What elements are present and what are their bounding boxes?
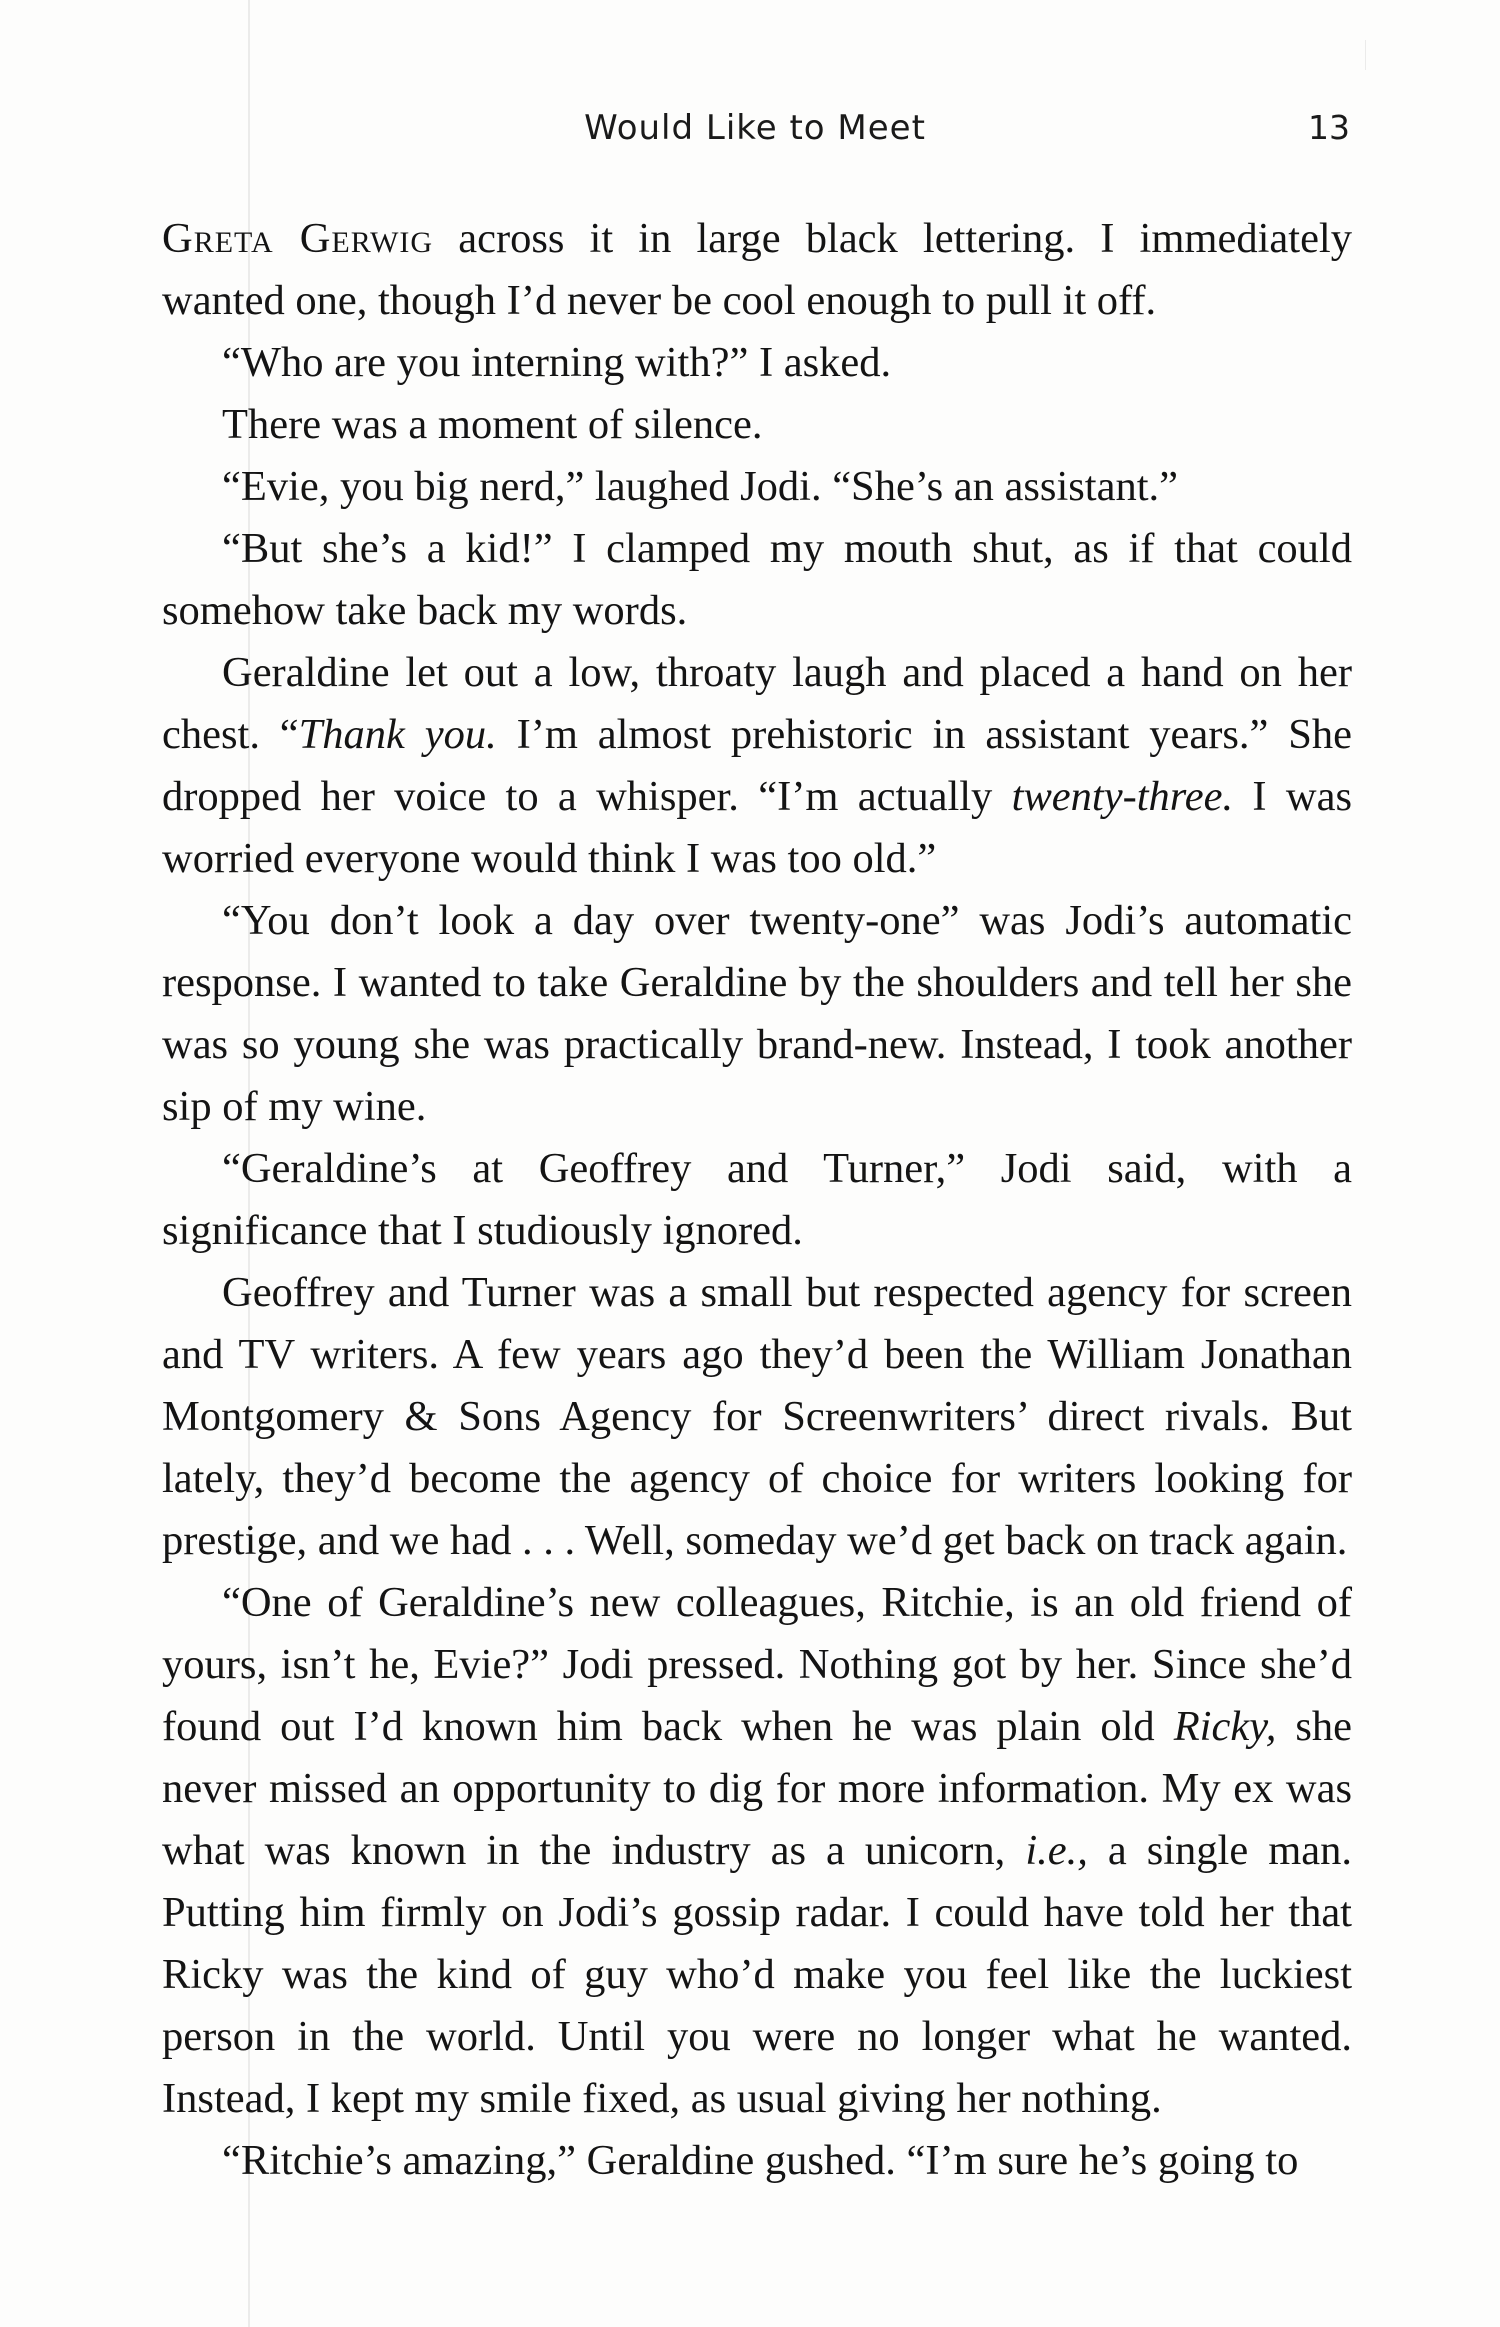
scan-artifact-line [1365,40,1366,70]
paragraph: “But she’s a kid!” I clamped my mouth shut, as if that could somehow take back my words. [162,525,1352,634]
paragraph-text: across it in large black lettering. I immediately wanted one, though I’d never be cool enough to pull it off. [162,215,1352,324]
paragraph [162,642,1352,890]
paragraph: “Who are you interning with?” I asked. [222,339,892,386]
text-run: she never missed an opportunity to dig for more information. My ex was what was known in the industry as a unicorn, [162,1703,1353,1874]
paragraph: There was a moment of silence. [222,401,763,448]
body-text [162,208,1352,2192]
text-run: I was worried everyone would think I was too old.” [162,773,1352,882]
paragraph [162,208,1352,332]
paragraph: Geoffrey and Turner was a small but respected agency for screen and TV writers. A few years ago they’d been the William Jonathan Montgomery & Sons Agency for Screenwriters’ direct rivals. But lately, they’d become the agency of choice for writers looking for prestige, and we had . . . Well, someday we’d get back on track again. [162,1269,1352,1564]
page-number: 13 [1308,108,1350,147]
italic-run: Ricky, [1173,1703,1277,1750]
italic-run: i.e., [1025,1827,1088,1874]
text-run: I’m almost prehistoric in assistant years.” She dropped her voice to a whisper. “I’m actually [162,711,1352,820]
smallcaps-lead: Greta Gerwig [162,215,434,262]
text-run: Geraldine let out a low, throaty laugh and placed a hand on her chest. “ [162,649,1352,758]
running-title: Would Like to Meet [584,108,926,148]
italic-run: Thank you. [298,711,497,758]
paragraph: “Ritchie’s amazing,” Geraldine gushed. “I’m sure he’s going to [222,2137,1299,2184]
text-run: a single man. Putting him firmly on Jodi’s gossip radar. I could have told her that Ricky was the kind of guy who’d make you feel like the luckiest person in the world. Until you were no longer what he wanted. Instead, I kept my smile fixed, as usual giving her nothing. [162,1827,1353,2122]
paragraph: “You don’t look a day over twenty-one” was Jodi’s automatic response. I wanted to take Geraldine by the shoulders and tell her she was so young she was practically brand-new. Instead, I took another sip of my wine. [162,897,1352,1130]
italic-run: twenty-three. [1011,773,1234,820]
paragraph [162,1572,1352,2130]
paragraph: “Geraldine’s at Geoffrey and Turner,” Jodi said, with a significance that I studiously ignored. [162,1145,1352,1254]
text-run: “One of Geraldine’s new colleagues, Ritchie, is an old friend of yours, isn’t he, Evie?” Jodi pressed. Nothing got by her. Since she’d found out I’d known him back when he was plain old [162,1579,1352,1750]
paragraph: “Evie, you big nerd,” laughed Jodi. “She’s an assistant.” [222,463,1179,510]
running-head [160,108,1350,158]
